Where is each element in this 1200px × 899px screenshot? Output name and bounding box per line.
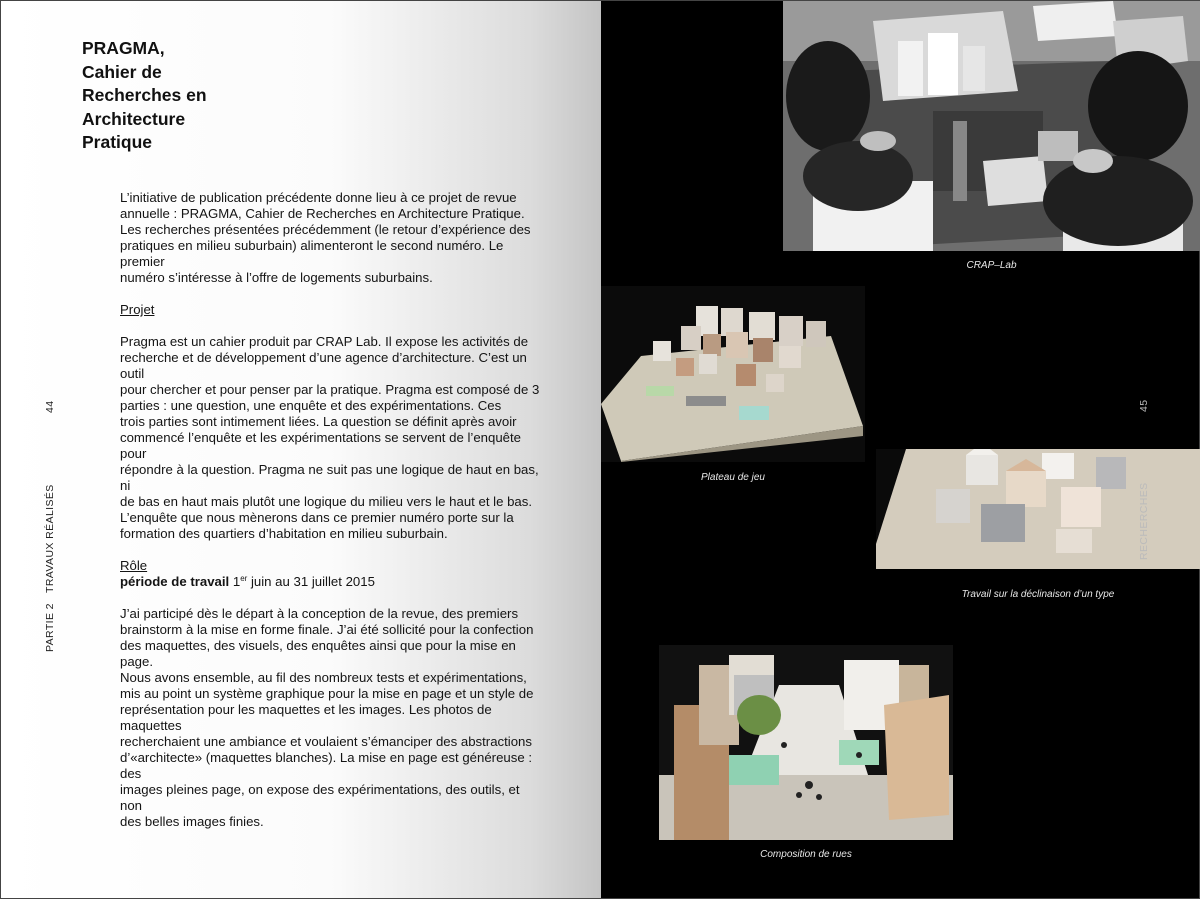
work-period-day: 1 [229,574,241,589]
work-period-dates: juin au 31 juillet 2015 [247,574,375,589]
section-name-left: TRAVAUX RÉALISÉS [44,484,56,593]
title-line: PRAGMA, [82,38,165,58]
page-number-right: 45 [1138,399,1150,412]
work-period-sup: er [240,574,248,583]
role-paragraph: J’ai participé dès le départ à la conception de la revue, des premiers brainstorm à la mise en forme finale. J’ai été sollicité pour la confection des maquettes, des visuels, des enquêtes ainsi que pour la mise en page. Nous avons ensemble, au fil des nombreux tests et expérimentations, mis au point un système graphique pour la mise en page et un style de représentation pour les maquettes et les images. Les photos de maquettes recherchaient une ambiance et voulaient s’émanciper des abstractions d’«architecte» (maquettes blanches). La mise en page est généreuse : des images pleines page, on expose des expérimentations, des outils, et non des belles images finies. [120,606,534,829]
role-heading: Rôle [120,558,148,573]
photo-declinaison [876,449,1200,569]
page-number-left: 44 [44,400,56,413]
projet-paragraph: Pragma est un cahier produit par CRAP Lab. Il expose les activités de recherche et de développement d’une agence d’architecture. C’est un outil pour chercher et pour penser par la pratique. Pragma est composé de 3 parties : une question, une enquête et des expérimentations. Ces trois parties sont intimement liées. La question se définit après avoir commencé l’enquête et les expérimentations se servent de l’enquête pour répondre à la question. Pragma ne suit pas une logique de haut en bas, ni de bas en haut mais plutôt une logique du milieu vers le haut et le bas. L’enquête que nous mènerons dans ce premier numéro porte sur la formation des quartiers d’habitation en milieu suburbain. [120,334,540,541]
work-period-label: période de travail [120,574,230,589]
caption-crap-lab: CRAP–Lab [966,260,1017,271]
title-line: Recherches en [82,85,207,105]
photo-rues [659,645,953,840]
title-line: Cahier de [82,61,162,82]
section-part: PARTIE 2 [44,603,56,652]
title-line: Pratique [82,132,153,152]
photo-workshop [783,1,1200,251]
body-text [120,190,545,830]
caption-rues: Composition de rues [760,849,852,860]
title-line: Architecture [82,108,186,129]
caption-declinaison: Travail sur la déclinaison d’un type [961,589,1115,600]
right-page [601,0,1200,899]
photo-plateau [601,286,865,462]
section-name-right: RECHERCHES [1138,482,1150,560]
work-period [120,574,545,590]
projet-heading: Projet [120,302,155,317]
intro-paragraph: L’initiative de publication précédente donne lieu à ce projet de revue annuelle : PRAGMA, Cahier de Recherches en Architecture Pratique. Les recherches présentées précédemment (le retour d’expérience des pratiques en milieu suburbain) alimenteront le second numéro. Le premier numéro s’intéresse à l’offre de logements suburbains. [120,190,531,285]
page-title [82,37,282,155]
caption-plateau: Plateau de jeu [701,472,765,483]
